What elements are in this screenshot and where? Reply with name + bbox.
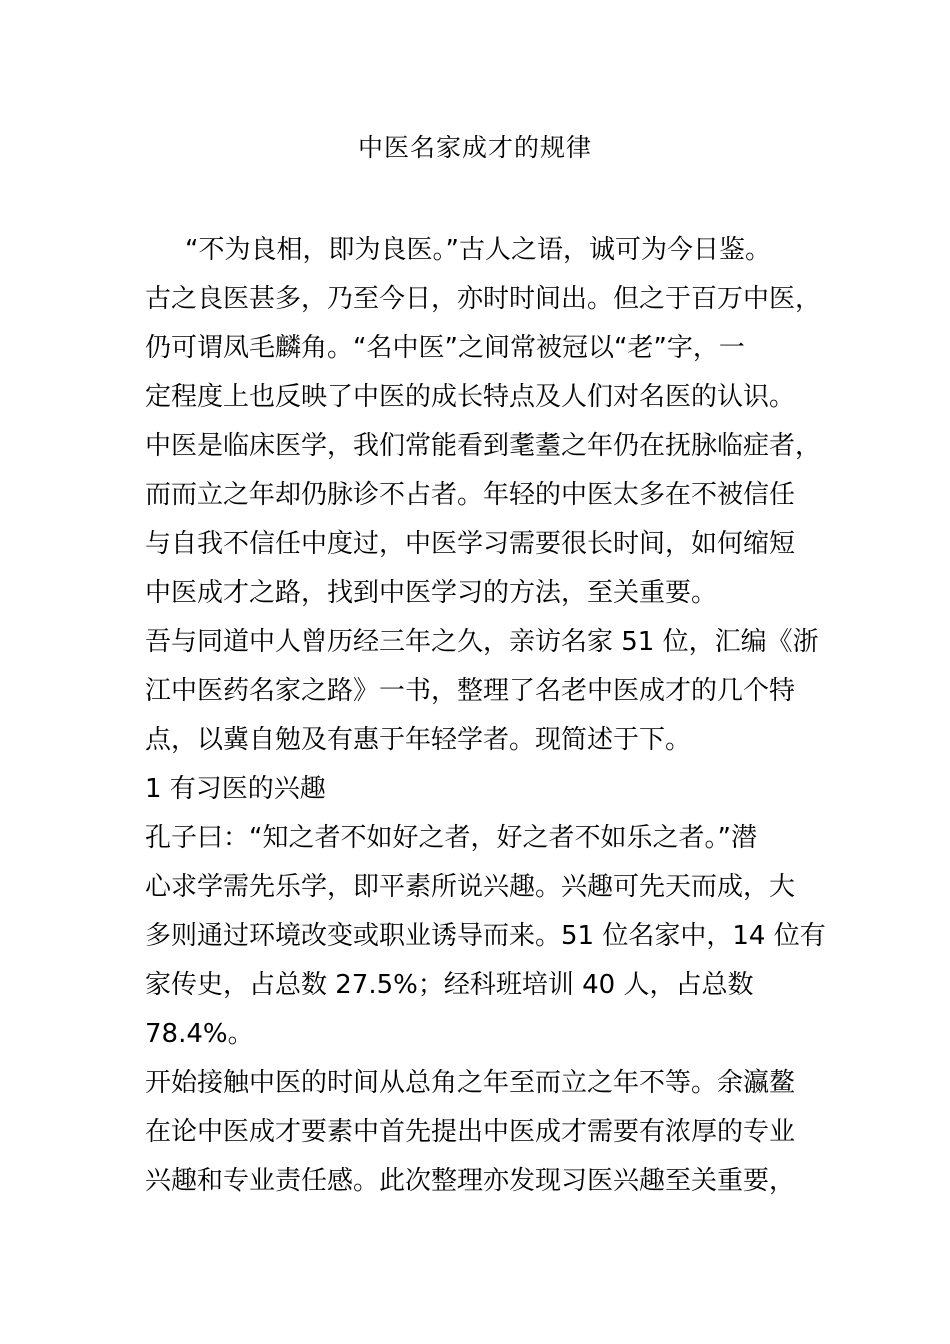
paragraph-line: 78.4%。 [145, 1019, 254, 1049]
paragraph-line: 家传史，占总数 27.5%；经科班培训 40 人，占总数 [145, 970, 754, 1000]
paragraph-line: 孔子曰：“知之者不如好之者，好之者不如乐之者。”潜 [145, 823, 757, 853]
paragraph-line: 中医是临床医学，我们常能看到耄耋之年仍在抚脉临症者， [145, 431, 822, 461]
paragraph-line: 在论中医成才要素中首先提出中医成才需要有浓厚的专业 [145, 1117, 796, 1147]
paragraph-line: 中医成才之路，找到中医学习的方法，至关重要。 [145, 578, 718, 608]
paragraph-line: 点，以冀自勉及有惠于年轻学者。现简述于下。 [145, 725, 692, 755]
paragraph-line: 古之良医甚多，乃至今日，亦时时间出。但之于百万中医， [145, 284, 822, 314]
paragraph-line: 定程度上也反映了中医的成长特点及人们对名医的认识。 [145, 382, 796, 412]
paragraph-line: 江中医药名家之路》一书，整理了名老中医成才的几个特 [145, 676, 796, 706]
paragraph-line: 仍可谓凤毛麟角。“名中医”之间常被冠以“老”字，一 [145, 333, 745, 363]
section-heading: 1 有习医的兴趣 [145, 774, 326, 804]
paragraph-line: “不为良相，即为良医。”古人之语，诚可为今日鉴。 [185, 235, 771, 265]
paragraph-line: 开始接触中医的时间从总角之年至而立之年不等。余瀛鳌 [145, 1068, 796, 1098]
document-title: 中医名家成才的规律 [357, 133, 592, 162]
paragraph-line: 多则通过环境改变或职业诱导而来。51 位名家中，14 位有 [145, 921, 826, 951]
paragraph-line: 心求学需先乐学，即平素所说兴趣。兴趣可先天而成，大 [145, 872, 796, 902]
paragraph-line: 而而立之年却仍脉诊不占者。年轻的中医太多在不被信任 [145, 480, 796, 510]
paragraph-line: 兴趣和专业责任感。此次整理亦发现习医兴趣至关重要， [145, 1166, 796, 1196]
paragraph-line: 与自我不信任中度过，中医学习需要很长时间，如何缩短 [145, 529, 796, 559]
paragraph-line: 吾与同道中人曾历经三年之久，亲访名家 51 位，汇编《浙 [145, 627, 819, 657]
document-body [145, 226, 826, 1206]
